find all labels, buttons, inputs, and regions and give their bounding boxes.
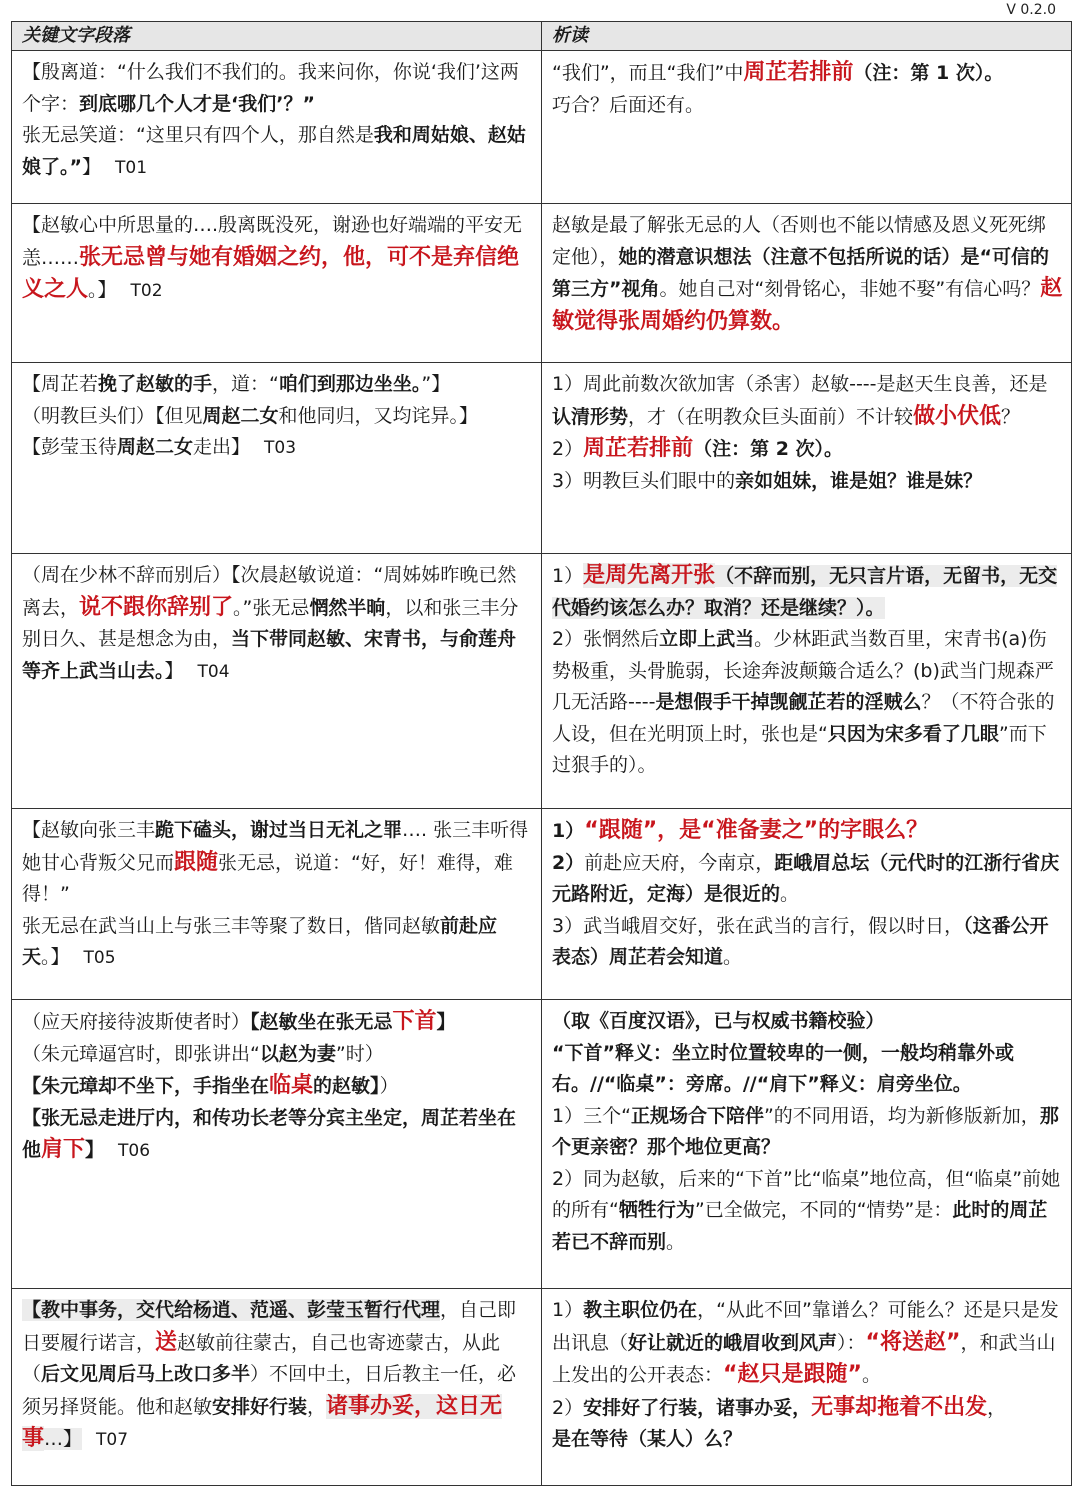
right-text-segment: 3）武当峨眉交好，张在武当的言行，假以时日， xyxy=(552,914,964,937)
right-text-segment: 距峨眉总坛（元代时的江浙行省庆元路附近，定海）是很近的 xyxy=(552,851,1060,905)
left-text-segment: 跪下磕头，谢过当日无礼之罪 xyxy=(155,819,403,841)
passage-tag: T07 xyxy=(96,1430,129,1450)
left-text-segment: 肩下 xyxy=(41,1137,86,1162)
right-text-segment: 亲如姐妹，谁是姐？谁是妹？ xyxy=(735,469,983,492)
key-passage-cell xyxy=(12,51,542,204)
left-text-segment: 张无忌笑道：“这里只有四个人，那自然是 xyxy=(22,124,374,146)
left-text-segment: 。】 xyxy=(41,946,70,968)
right-text-segment: （这番公开表态）周芷若会知道 xyxy=(552,914,1049,968)
right-text-segment: 立即上武当 xyxy=(659,628,755,650)
left-text-segment: 的赵敏】 xyxy=(313,1075,380,1097)
right-text-segment: ？（不符合张的人设，但在光明顶上时，张也是“ xyxy=(552,691,1055,745)
right-text-segment: 教主职位仍在 xyxy=(583,1299,698,1321)
right-text-segment: （不辞而别，无只言片语，无留书，无交代婚约该怎么办？取消？还是继续？）。 xyxy=(552,565,1058,619)
right-text-segment: “赵只是跟随” xyxy=(723,1362,862,1387)
left-text-segment: 张无忌在武当山上与张三丰等聚了数日，偕同赵敏 xyxy=(22,914,441,937)
left-text-segment: 后文见周后马上改口多半 xyxy=(41,1363,251,1385)
left-text-segment: ） xyxy=(379,1075,399,1097)
table-row xyxy=(12,51,1072,204)
left-text-segment: 【殷离道：“什么我们不我们的。我来问你，你说‘我们’这两个字： xyxy=(22,61,519,115)
left-text-segment: ， xyxy=(307,1395,327,1418)
left-text-segment: 【赵敏坐在张无忌 xyxy=(250,1011,393,1033)
left-text-segment: 周赵二女 xyxy=(202,404,279,427)
left-text-segment: 挽了赵敏的手 xyxy=(98,373,213,395)
left-text-segment: 到底哪几个人才是‘我们’？” xyxy=(79,92,315,115)
left-text-segment: ，自己即日要履行诺言， xyxy=(22,1299,517,1354)
passage-tag: T05 xyxy=(83,948,116,968)
right-text-segment: 。 xyxy=(780,883,800,905)
left-text-segment: 。”张无忌 xyxy=(233,596,310,619)
key-passage-cell xyxy=(12,204,542,363)
left-text-segment: 惘然半晌 xyxy=(309,596,386,619)
table-row xyxy=(12,204,1072,363)
right-text-segment: 牺牲行为 xyxy=(618,1199,695,1221)
version-label: V 0.2.0 xyxy=(1006,2,1056,18)
key-passage-cell xyxy=(12,363,542,554)
right-text-segment: 认清形势 xyxy=(552,405,629,428)
right-text-segment: 只因为宋多看了几眼 xyxy=(827,722,999,745)
key-passage-cell xyxy=(12,1289,542,1486)
analysis-table xyxy=(11,21,1072,1486)
left-text-segment: 送 xyxy=(155,1329,178,1355)
key-passage-cell xyxy=(12,1000,542,1289)
right-text-segment: 此时的周芷若已不辞而别 xyxy=(552,1199,1048,1253)
left-text-segment: 】 xyxy=(85,1139,105,1161)
left-text-segment: ）不回中土，日后教主一任，必须另择贤能。他和赵敏 xyxy=(22,1363,517,1418)
left-text-segment: 【彭莹玉待 xyxy=(22,436,118,458)
table-header-row xyxy=(12,22,1072,51)
right-text-segment: 3）明教巨头们眼中的 xyxy=(552,469,736,492)
left-text-segment: 以赵为妻 xyxy=(259,1042,336,1065)
left-text-segment: 诸事办妥，这日无事 xyxy=(22,1393,503,1451)
right-text-segment: 是想假手干掉觊觎芷若的淫贼么 xyxy=(655,691,922,713)
analysis-cell xyxy=(542,809,1072,1000)
right-text-segment: ，“从此不回”靠谱么？可能么？还是只是发出讯息（ xyxy=(552,1299,1059,1354)
right-text-segment: 周芷若排前 xyxy=(583,436,694,461)
table-row xyxy=(12,1289,1072,1486)
table-row xyxy=(12,363,1072,554)
right-text-segment: 。 xyxy=(723,946,743,968)
right-text-segment: ”的不同用语，均为新修版新加， xyxy=(763,1104,1040,1127)
left-text-segment: 安排好行装 xyxy=(212,1395,308,1418)
right-text-segment: 1）三个“ xyxy=(552,1104,631,1127)
left-text-segment: 走出】 xyxy=(193,436,251,458)
analysis-cell xyxy=(542,51,1072,204)
analysis-cell xyxy=(542,554,1072,809)
passage-tag: T02 xyxy=(130,281,163,301)
left-text-segment: （明教巨头们）【但见 xyxy=(22,404,203,427)
right-text-segment: 安排好了行装，诸事办妥， xyxy=(583,1396,812,1419)
right-text-segment: 。少林距武当数百里，宋青书(a)伤势极重，头骨脆弱，长途奔波颠簸合适么？(b)武当门规森严几无活路---- xyxy=(552,628,1054,713)
right-text-segment: ，才（在明教众巨头面前）不计较 xyxy=(628,405,914,428)
right-text-segment: ）： xyxy=(837,1331,866,1354)
left-text-segment: …】 xyxy=(44,1428,83,1450)
passage-tag: T06 xyxy=(118,1141,151,1161)
passage-tag: T03 xyxy=(264,438,297,458)
right-text-segment: 赵敏是最了解张无忌的人（否则也不能以情感及恩义死死绑定他）， xyxy=(552,214,1047,268)
left-text-segment: 咱们到那边坐坐。 xyxy=(278,373,422,395)
right-text-segment: 2） xyxy=(552,1396,584,1419)
key-passage-cell xyxy=(12,809,542,1000)
right-text-segment: 巧合？后面还有。 xyxy=(552,93,705,116)
analysis-cell xyxy=(542,363,1072,554)
left-text-segment: （周在少林不辞而别后）【次晨赵敏说道：“周姊姊昨晚已然离去， xyxy=(22,564,517,619)
left-text-segment: 前赴应天 xyxy=(22,914,498,968)
right-text-segment: 1） xyxy=(552,1299,584,1321)
analysis-cell xyxy=(542,1000,1072,1289)
header-key-passages: 关键文字段落 xyxy=(12,22,542,51)
passage-tag: T04 xyxy=(197,661,230,682)
right-text-segment: “下首”释义：坐立时位置较卑的一侧，一般均稍靠外或右。//“临桌”：旁席。//“肩下”释义：肩旁坐位。 xyxy=(552,1041,1014,1095)
right-text-segment: 正规场合下陪伴 xyxy=(630,1104,764,1127)
left-text-segment: 周芷若坐在他 xyxy=(22,1106,517,1161)
left-text-segment: （朱元璋逼宫时，即张讲出“ xyxy=(22,1042,260,1065)
left-text-segment: ”】 xyxy=(421,373,451,395)
table-row xyxy=(12,809,1072,1000)
right-text-segment: 那个更亲密？那个地位更高？ xyxy=(552,1104,1059,1158)
right-text-segment: 前赴应天府，今南京， xyxy=(584,851,775,874)
right-text-segment: ， xyxy=(987,1396,1007,1419)
left-text-segment: 【张无忌走进厅内，和传功长老等分宾主坐定， xyxy=(22,1106,422,1129)
left-text-segment: 】 xyxy=(164,659,184,682)
right-text-segment: ？ xyxy=(1001,405,1021,428)
right-text-segment: 。 xyxy=(861,1364,881,1386)
left-text-segment: 】 xyxy=(82,155,102,178)
right-text-segment: 周芷若排前 xyxy=(743,60,854,85)
right-text-segment: 是周先离开张 xyxy=(583,563,716,588)
right-text-segment: （注：第 2 次）。 xyxy=(693,438,844,460)
left-text-segment: 临桌 xyxy=(269,1073,314,1098)
right-text-segment: 。 xyxy=(666,1230,686,1253)
left-text-segment: 下首 xyxy=(392,1009,437,1034)
left-text-segment: 。】 xyxy=(88,279,117,301)
left-text-segment: 周赵二女 xyxy=(117,436,194,458)
right-text-segment: 她的潜意识想法（注意不包括所说的话）是“可信的第三方”视角 xyxy=(552,245,1050,300)
left-text-segment: 坐在 xyxy=(231,1075,270,1097)
left-text-segment: ，道：“ xyxy=(212,373,279,395)
right-text-segment: ”而下过狠手的）。 xyxy=(552,722,1047,776)
header-analysis: 析读 xyxy=(542,22,1072,51)
left-text-segment: （应天府接待波斯使者时） xyxy=(22,1011,251,1033)
right-text-segment: “跟随”，是“准备妻之”的字眼么？ xyxy=(584,818,929,843)
right-text-segment: 赵敏觉得张周婚约仍算数。 xyxy=(552,276,1063,334)
right-text-segment: ”已全做完，不同的“情势”是： xyxy=(694,1199,953,1221)
right-text-segment: “将送赵” xyxy=(865,1329,961,1355)
right-text-segment: ，和武当山上发出的公开表态： xyxy=(552,1331,1056,1386)
right-text-segment: 无事却拖着不出发 xyxy=(811,1394,988,1420)
left-text-segment: 跟随 xyxy=(174,849,219,875)
left-text-segment: …. 张三丰听得她甘心背叛父兄而 xyxy=(22,819,529,874)
key-passage-cell xyxy=(12,554,542,809)
right-text-segment: （注：第 1 次）。 xyxy=(853,62,1004,84)
analysis-cell xyxy=(542,1289,1072,1486)
left-text-segment: 张无忌曾与她有婚姻之约，他，可不是弃信绝义之人 xyxy=(22,244,520,302)
table-row xyxy=(12,1000,1072,1289)
left-text-segment: 赵敏前往蒙古，自己也寄迹蒙古，从此（ xyxy=(22,1331,501,1385)
right-text-segment: 1）周此前数次欲加害（杀害）赵敏----是赵天生良善，还是 xyxy=(552,373,1048,395)
analysis-cell xyxy=(542,204,1072,363)
right-text-segment: （取《百度汉语》，已与权威书籍校验） xyxy=(552,1010,885,1032)
right-text-segment: 2）同为赵敏，后来的“下首”比“临桌”地位高，但“临桌”前她的所有“ xyxy=(552,1167,1061,1221)
right-text-segment: 。她自己对“刻骨铭心，非她不娶”有信心吗？ xyxy=(659,278,1041,300)
left-text-segment: 当下带同赵敏、宋青书，与俞莲舟等齐上武当山去。 xyxy=(22,628,517,682)
right-text-segment: 2） xyxy=(552,851,585,874)
right-text-segment: 1） xyxy=(552,565,584,587)
left-text-segment: 张无忌，说道：“好，好！难得，难得！” xyxy=(22,851,513,905)
right-text-segment: “我们”，而且“我们”中 xyxy=(552,62,744,84)
left-text-segment: 【朱元璋却不坐下，手指 xyxy=(22,1075,232,1097)
left-text-segment: 【赵敏心中所思量的….殷离既没死，谢逊也好端端的平安无恙…… xyxy=(22,214,523,269)
left-text-segment: ，以和张三丰分别日久、甚是想念为由， xyxy=(22,596,519,650)
right-text-segment: 2） xyxy=(552,438,584,460)
left-text-segment: 【周芷若 xyxy=(22,373,99,395)
left-text-segment: 我和周姑娘、赵姑娘了。” xyxy=(22,124,526,178)
right-text-segment: 是在等待（某人）么？ xyxy=(552,1428,743,1450)
left-text-segment: 【教中事务，交代给杨逍、范遥、彭莹玉暂行代理 xyxy=(22,1299,441,1321)
left-text-segment: ”时） xyxy=(335,1042,384,1065)
left-text-segment: 】 xyxy=(436,1011,456,1033)
left-text-segment: 说不跟你辞别了 xyxy=(79,594,234,620)
passage-tag: T01 xyxy=(115,157,148,178)
right-text-segment: 好让就近的峨眉收到风声 xyxy=(628,1331,838,1354)
left-text-segment: 和他同归，又均诧异。】 xyxy=(278,404,479,427)
right-text-segment: 1） xyxy=(552,820,585,842)
right-text-segment: 2）张惘然后 xyxy=(552,628,660,650)
right-text-segment: 做小伏低 xyxy=(913,403,1002,429)
table-row xyxy=(12,554,1072,809)
left-text-segment: 【赵敏向张三丰 xyxy=(22,819,156,841)
